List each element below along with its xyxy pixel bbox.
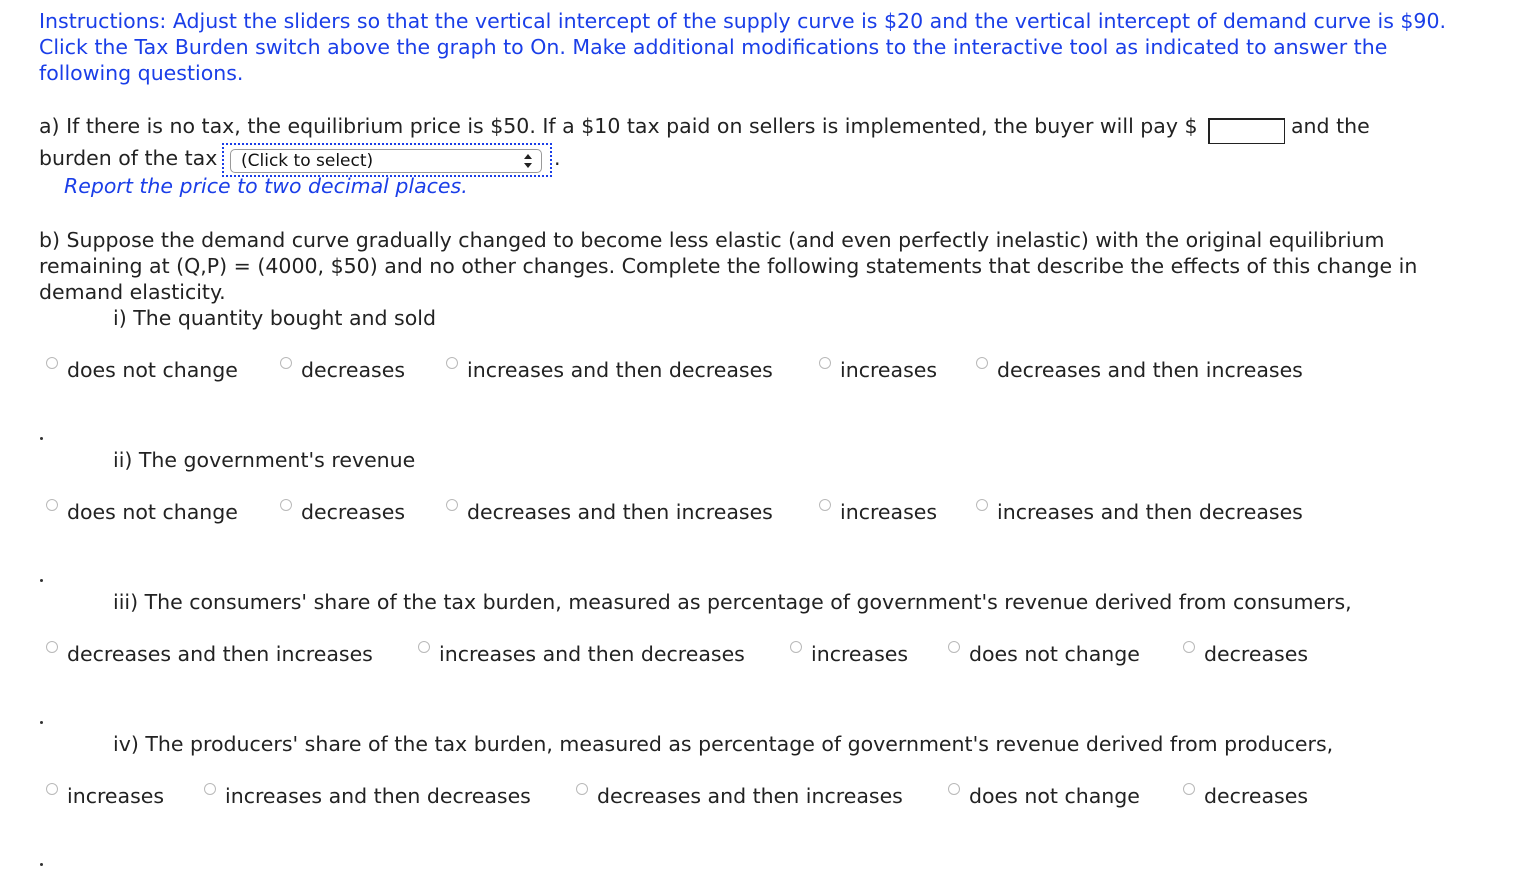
radio-button[interactable]: [46, 783, 58, 795]
option-label[interactable]: does not change: [969, 784, 1140, 808]
select-arrows-icon: [523, 153, 533, 169]
radio-button[interactable]: [46, 357, 58, 369]
radio-button[interactable]: [1183, 783, 1195, 795]
part-a-question-text: a) If there is no tax, the equilibrium price is $50. If a $10 tax paid on sellers is implemented, the buyer will pay $: [39, 114, 1198, 138]
part-a-burden-label: burden of the tax: [39, 146, 218, 170]
radio-button[interactable]: [204, 783, 216, 795]
option-label[interactable]: does not change: [67, 500, 238, 524]
option-label[interactable]: increases and then decreases: [467, 358, 773, 382]
radio-button[interactable]: [46, 499, 58, 511]
burden-select-value: (Click to select): [241, 151, 374, 171]
option-label[interactable]: decreases: [1204, 784, 1309, 808]
option-label[interactable]: decreases: [301, 500, 406, 524]
radio-button[interactable]: [576, 783, 588, 795]
buyer-price-input[interactable]: [1208, 118, 1285, 144]
end-mark-dot: [40, 863, 43, 866]
radio-button[interactable]: [446, 357, 458, 369]
burden-select-focus-frame: [222, 143, 552, 177]
part-a-hint: Report the price to two decimal places.: [64, 174, 468, 198]
question-iii-prompt: iii) The consumers' share of the tax burden, measured as percentage of government's revenue derived from consumers,: [113, 590, 1352, 614]
option-label[interactable]: increases: [840, 358, 938, 382]
instructions-text: Instructions: Adjust the sliders so that the vertical intercept of the supply curve is $20 and the vertical intercept of demand curve is $90. Click the Tax Burden switch above the graph to On. Make additional modifications to the interactive tool as indicated to answer the following questions.: [39, 9, 1447, 85]
question-i-prompt: i) The quantity bought and sold: [113, 306, 436, 330]
radio-button[interactable]: [790, 641, 802, 653]
radio-button[interactable]: [819, 499, 831, 511]
radio-button[interactable]: [280, 499, 292, 511]
option-label[interactable]: decreases: [1204, 642, 1309, 666]
end-mark-dot: [40, 437, 43, 440]
option-label[interactable]: decreases and then increases: [597, 784, 903, 808]
part-a-period: .: [554, 146, 561, 170]
option-label[interactable]: increases: [67, 784, 165, 808]
option-label[interactable]: decreases and then increases: [997, 358, 1303, 382]
option-label[interactable]: decreases and then increases: [67, 642, 373, 666]
radio-button[interactable]: [948, 641, 960, 653]
radio-button[interactable]: [976, 499, 988, 511]
option-label[interactable]: does not change: [969, 642, 1140, 666]
option-label[interactable]: increases: [811, 642, 909, 666]
radio-button[interactable]: [976, 357, 988, 369]
option-label[interactable]: increases: [840, 500, 938, 524]
end-mark-dot: [40, 721, 43, 724]
option-label[interactable]: decreases: [301, 358, 406, 382]
option-label[interactable]: increases and then decreases: [997, 500, 1303, 524]
radio-button[interactable]: [948, 783, 960, 795]
radio-button[interactable]: [280, 357, 292, 369]
radio-button[interactable]: [46, 641, 58, 653]
option-label[interactable]: increases and then decreases: [439, 642, 745, 666]
option-label[interactable]: does not change: [67, 358, 238, 382]
option-label[interactable]: increases and then decreases: [225, 784, 531, 808]
part-a-continuation-text: and the: [1291, 114, 1370, 138]
question-iv-prompt: iv) The producers' share of the tax burden, measured as percentage of government's revenue derived from producers,: [113, 732, 1334, 756]
option-label[interactable]: decreases and then increases: [467, 500, 773, 524]
question-ii-prompt: ii) The government's revenue: [113, 448, 416, 472]
radio-button[interactable]: [1183, 641, 1195, 653]
radio-button[interactable]: [418, 641, 430, 653]
end-mark-dot: [40, 579, 43, 582]
radio-button[interactable]: [446, 499, 458, 511]
radio-button[interactable]: [819, 357, 831, 369]
part-b-intro: b) Suppose the demand curve gradually changed to become less elastic (and even perfectly inelastic) with the original equilibrium remaining at (Q,P) = (4000, $50) and no other changes. Complete the following statements that describe the effects of this change in demand elasticity.: [39, 228, 1418, 304]
burden-select[interactable]: [230, 149, 542, 173]
